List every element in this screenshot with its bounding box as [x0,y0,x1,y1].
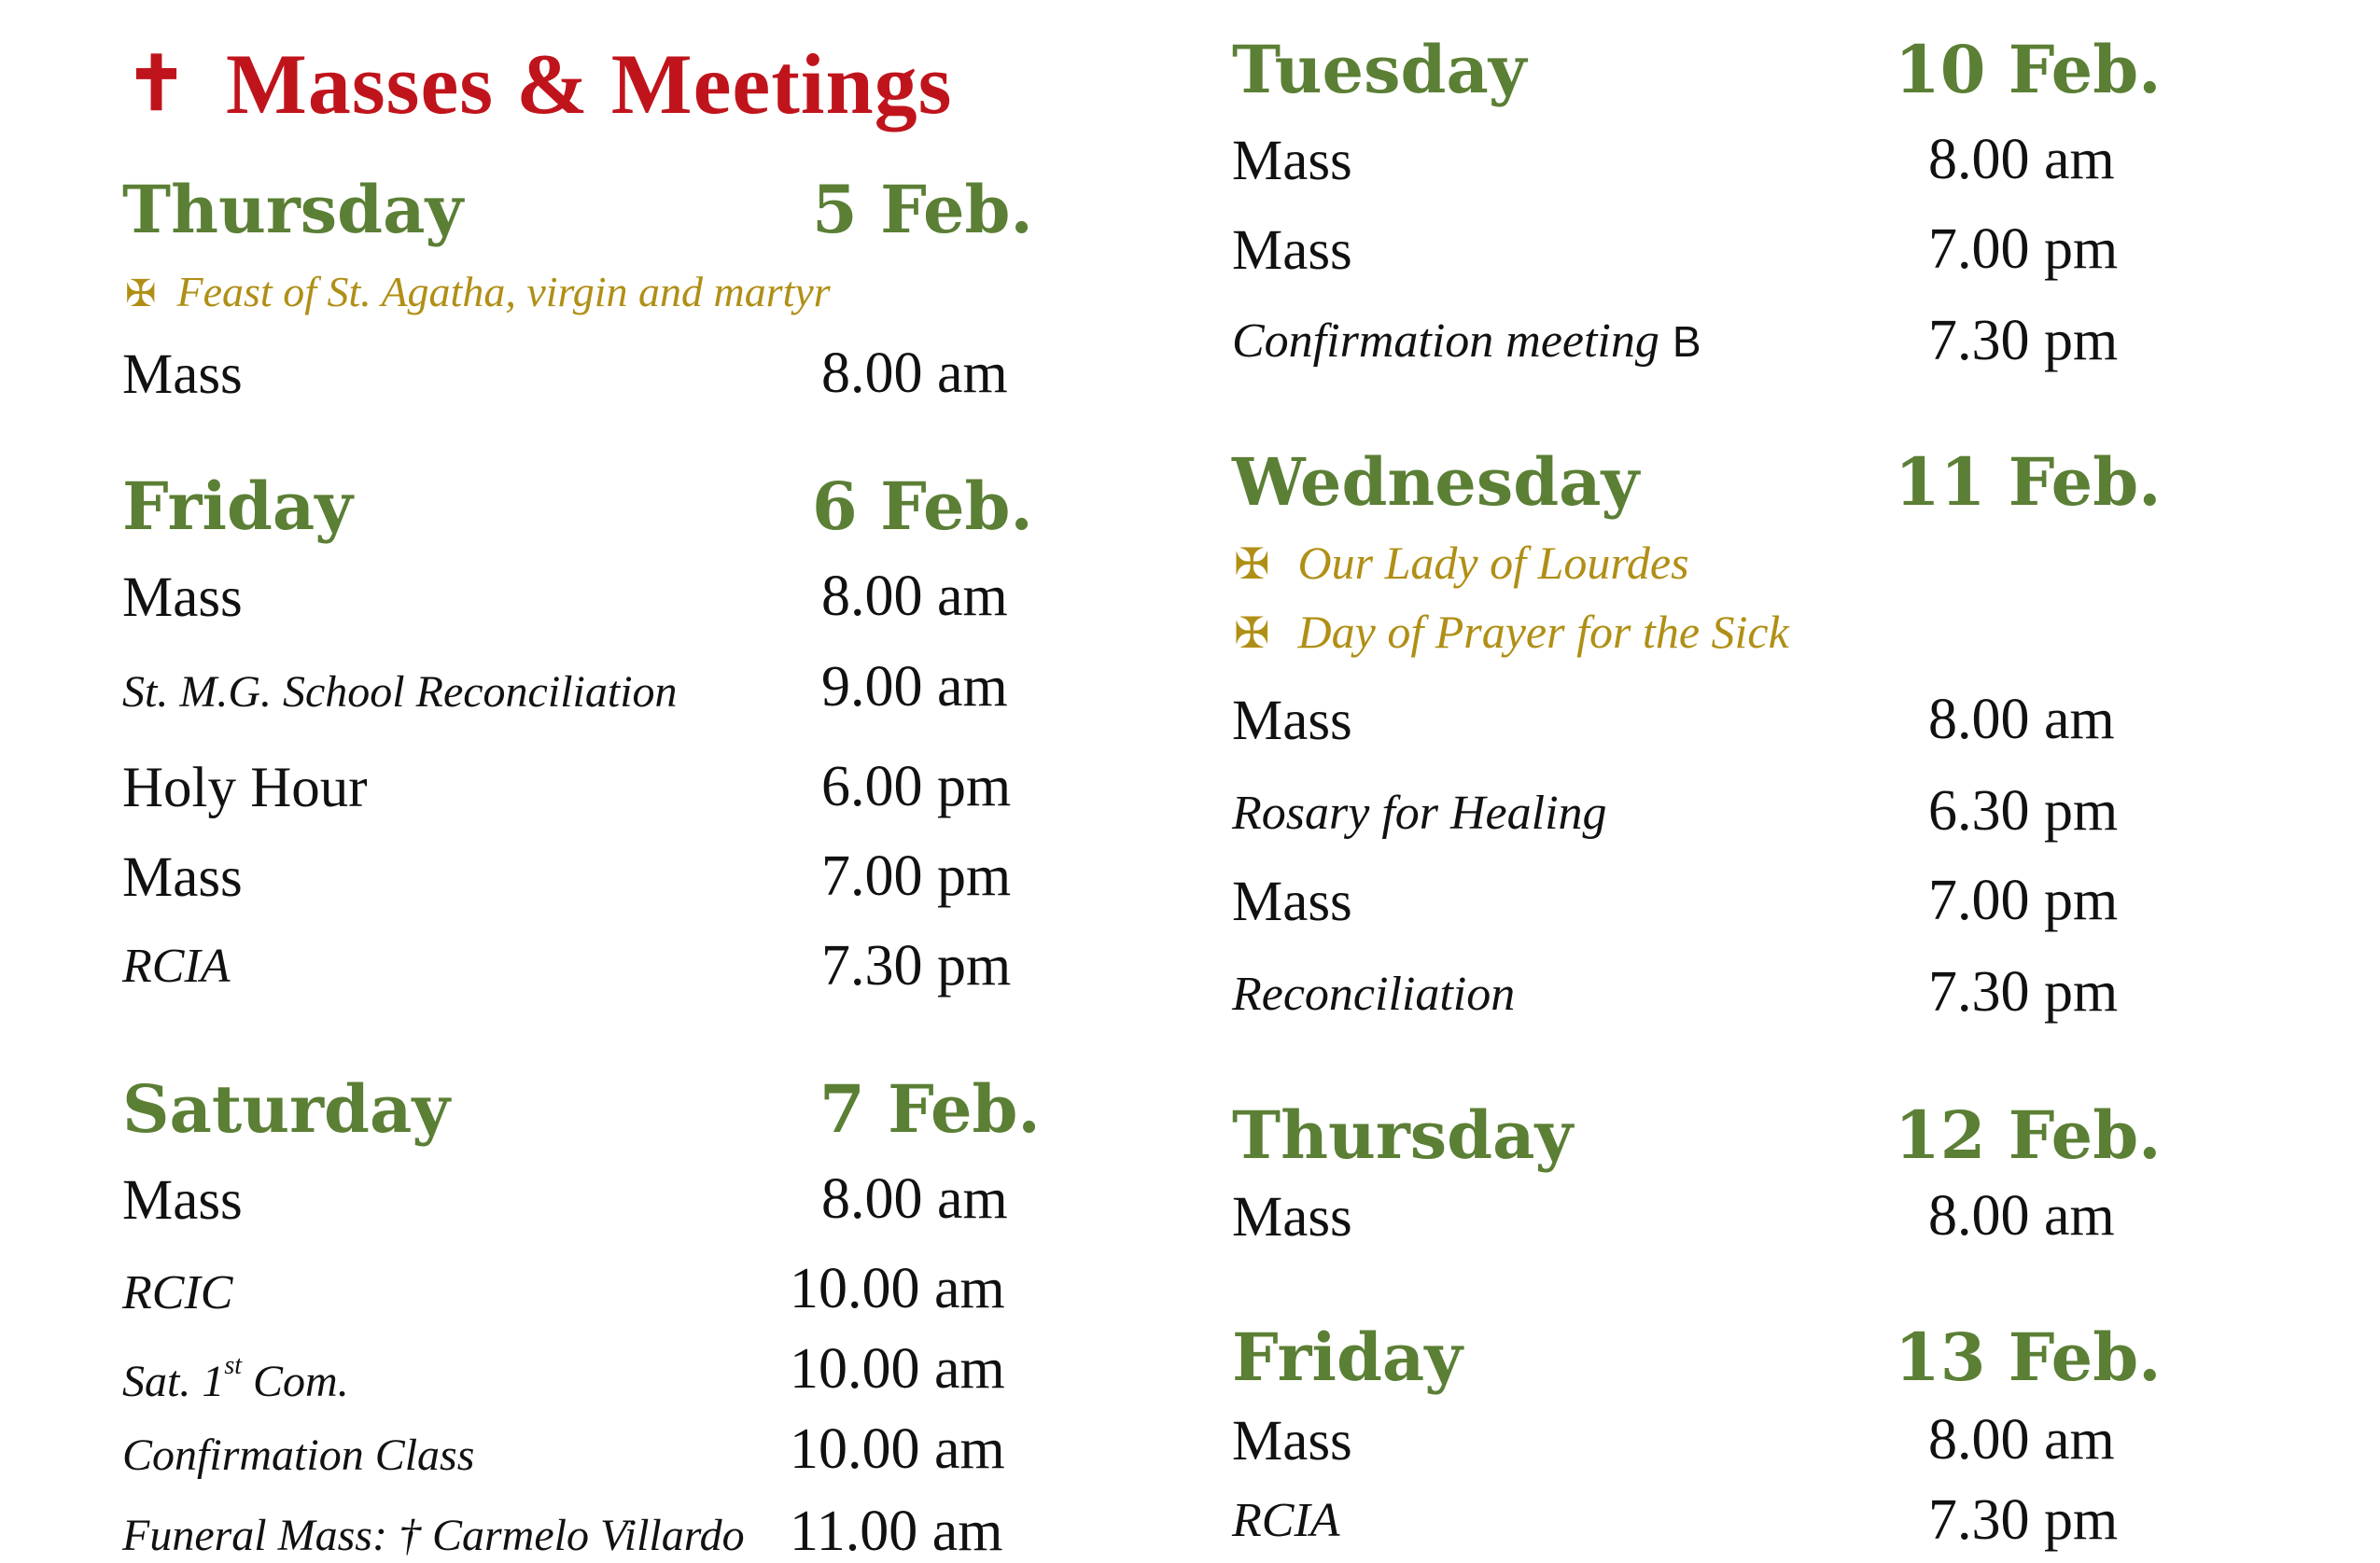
event-time: 7.30 pm [1928,309,2119,372]
event-name: Funeral Mass: † Carmelo Villardo [122,1511,745,1560]
day-date: 6 Feb. [812,468,1033,545]
page-title [125,36,953,132]
event-time: 7.30 pm [1928,960,2119,1024]
event-time: 10.00 am [790,1417,1005,1481]
event-name: St. M.G. School Reconciliation [122,667,678,717]
cross-pattee-icon: ✠ [1234,540,1270,588]
event-name: Mass [1232,871,1352,933]
event-name [1232,314,1701,368]
event-time: 9.00 am [821,655,1008,719]
event-name: Mass [122,566,243,629]
event-name [122,1353,349,1404]
event-name: Holy Hour [122,757,368,819]
event-name: Rosary for Healing [1232,787,1607,840]
day-date: 10 Feb. [1895,31,2162,108]
day-heading: Wednesday [1232,443,1640,521]
event-name: Mass [1232,690,1352,752]
feast-line [1234,606,1789,658]
event-name: Mass [1232,130,1352,192]
day-date: 12 Feb. [1895,1096,2162,1174]
day-date: 11 Feb. [1895,443,2162,521]
latin-cross-icon: ✝ [125,44,189,126]
event-name: Reconciliation [1232,968,1516,1021]
event-time: 6.00 pm [821,755,1012,818]
event-time: 8.00 am [821,565,1008,628]
event-name: Mass [122,1169,243,1232]
event-time: 7.30 pm [1928,1488,2119,1552]
event-time: 7.00 pm [1928,869,2119,932]
feast-label: Day of Prayer for the Sick [1297,606,1789,658]
day-heading: Thursday [122,171,464,248]
day-date: 7 Feb. [819,1070,1041,1148]
event-name: Confirmation Class [122,1430,475,1480]
event-time: 8.00 am [1928,688,2115,751]
event-name-part: Sat. 1 [122,1357,225,1406]
day-heading: Tuesday [1232,31,1527,108]
event-name: Mass [122,343,243,406]
day-heading: Friday [122,468,353,545]
event-time: 8.00 am [1928,1184,2115,1248]
day-heading: Friday [1232,1319,1463,1396]
feast-line [1234,537,1689,589]
event-time: 8.00 am [821,1167,1008,1231]
event-time: 10.00 am [790,1337,1005,1401]
ordinal-suffix: st [224,1351,243,1380]
event-name: Mass [1232,1186,1352,1249]
event-name: RCIA [1232,1494,1340,1547]
feast-label: Our Lady of Lourdes [1297,537,1689,589]
event-name: RCIC [122,1266,233,1319]
event-name: RCIA [122,940,231,993]
cross-pattee-icon: ✠ [1234,609,1270,657]
event-name: Mass [1232,219,1352,282]
event-time: 6.30 pm [1928,779,2119,843]
event-name: Mass [122,846,243,909]
event-time: 11.00 am [790,1500,1003,1563]
feast-line [125,268,831,315]
day-date: 13 Feb. [1895,1319,2162,1396]
event-time: 7.30 pm [821,934,1012,998]
event-time: 8.00 am [821,342,1008,405]
event-time: 8.00 am [1928,128,2115,191]
event-time: 7.00 pm [1928,217,2119,281]
cross-pattee-icon: ✠ [125,272,157,314]
day-heading: Thursday [1232,1096,1574,1174]
event-time: 7.00 pm [821,844,1012,908]
event-tag: B [1672,317,1701,366]
day-heading: Saturday [122,1070,450,1148]
event-time: 10.00 am [790,1257,1005,1320]
day-date: 5 Feb. [812,171,1033,248]
page-title-text: Masses & Meetings [226,36,953,132]
feast-label: Feast of St. Agatha, virgin and martyr [176,268,831,315]
event-name-text: Confirmation meeting [1232,314,1659,368]
event-name-part: Com. [242,1357,349,1406]
event-name: Mass [1232,1410,1352,1472]
event-time: 8.00 am [1928,1408,2115,1472]
